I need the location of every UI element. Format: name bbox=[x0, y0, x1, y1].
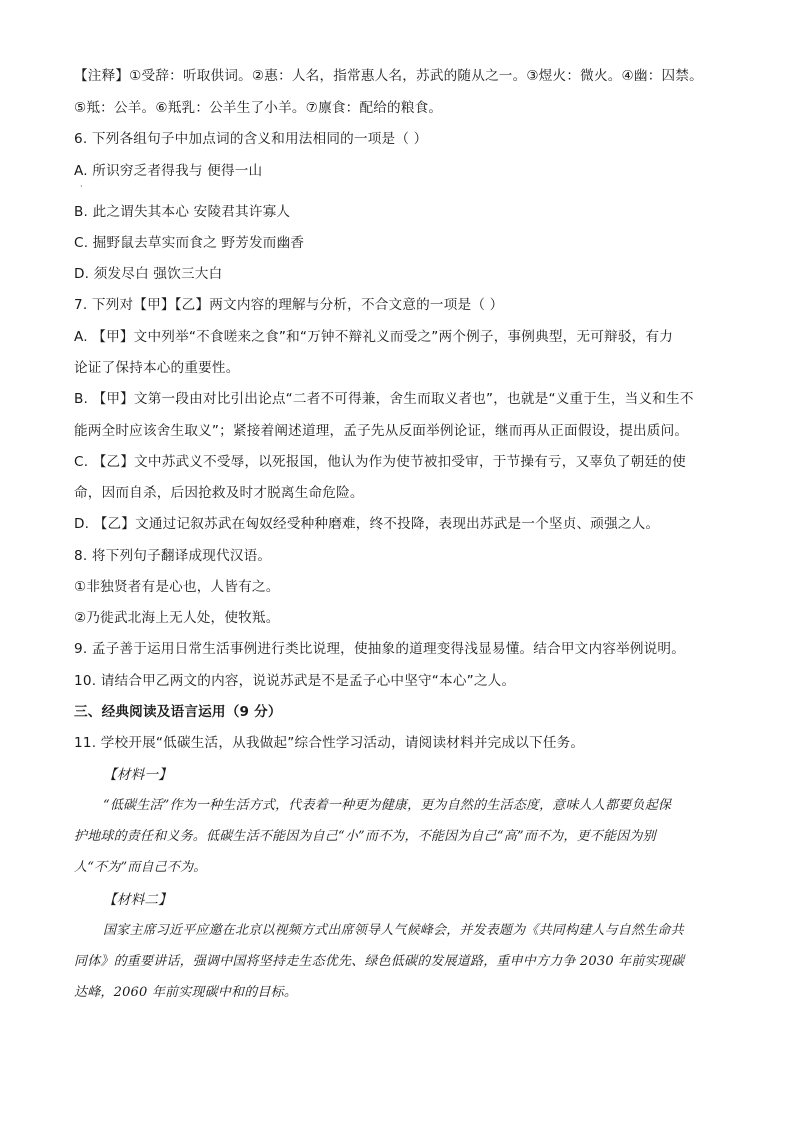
material-one-line-3: 人“不为”而自己不为。 bbox=[74, 860, 207, 875]
question-7-option-c-line-1: C. 【乙】文中苏武义不受辱，以死报国，他认为作为使节被扣受审，于节操有亏，又辜负了朝廷的使 bbox=[74, 454, 686, 470]
question-9: 9. 孟子善于运用日常生活事例进行类比说理，使抽象的道理变得浅显易懂。结合甲文内容举例说明。 bbox=[74, 641, 686, 657]
material-two-line-2: 同体》的重要讲话，强调中国将坚持走生态优先、绿色低碳的发展道路，重申中方力争 2030 年前实现碳 bbox=[74, 954, 685, 969]
material-one-heading: 【材料一】 bbox=[103, 767, 172, 783]
section-three-heading: 三、经典阅读及语言运用（9 分） bbox=[74, 704, 282, 720]
question-6-option-a: A. 所识穷乏者得我与 便得一山 bbox=[74, 163, 263, 179]
question-6-option-c: C. 掘野鼠去草实而食之 野芳发而幽香 bbox=[74, 235, 305, 251]
question-7-option-d: D. 【乙】文通过记叙苏武在匈奴经受种种磨难，终不投降，表现出苏武是一个坚贞、顽强之人。 bbox=[74, 516, 660, 532]
emphasis-dot-mark: · bbox=[80, 182, 83, 191]
question-10: 10. 请结合甲乙两文的内容，说说苏武是不是孟子心中坚守“本心”之人。 bbox=[74, 673, 516, 689]
question-8-sentence-2: ②乃徙武北海上无人处，使牧羝。 bbox=[74, 610, 280, 626]
material-two-line-3: 达峰，2060 年前实现碳中和的目标。 bbox=[74, 985, 298, 1000]
question-7-option-c-line-2: 命，因而自杀，后因抢救及时才脱离生命危险。 bbox=[74, 485, 364, 501]
question-8-sentence-1: ①非独贤者有是心也，人皆有之。 bbox=[74, 579, 280, 595]
annotation-line-1: 【注释】①受辞：听取供词。②惠：人名，指常惠人名，苏武的随从之一。③煜火：微火。④幽：囚禁。 bbox=[74, 68, 703, 84]
question-6-option-d: D. 须发尽白 强饮三大白 bbox=[74, 266, 223, 282]
question-6-option-b: B. 此之谓失其本心 安陵君其许寡人 bbox=[74, 204, 291, 220]
material-two-heading: 【材料二】 bbox=[103, 892, 172, 908]
question-7-stem: 7. 下列对【甲】【乙】两文内容的理解与分析，不合文意的一项是（ ） bbox=[74, 297, 504, 313]
question-7-option-b-line-1: B. 【甲】文第一段由对比引出论点“二者不可得兼，舍生而取义者也”，也就是“义重于生，当义和生不 bbox=[74, 391, 694, 407]
question-7-option-b-line-2: 能两全时应该舍生取义”；紧接着阐述道理，孟子先从反面举例论证，继而再从正面假设，提出质问。 bbox=[74, 423, 689, 439]
material-two-line-1: 国家主席习近平应邀在北京以视频方式出席领导人气候峰会，并发表题为《共同构建人与自然生命共 bbox=[103, 923, 684, 938]
question-7-option-a-line-2: 论证了保持本心的重要性。 bbox=[74, 360, 240, 376]
material-one-line-1: “低碳生活”作为一种生活方式，代表着一种更为健康，更为自然的生活态度，意味人人都要负起保 bbox=[103, 798, 672, 813]
question-11-stem: 11. 学校开展“低碳生活，从我做起”综合性学习活动，请阅读材料并完成以下任务。 bbox=[74, 735, 585, 751]
annotation-line-2: ⑤羝：公羊。⑥羝乳：公羊生了小羊。⑦廪食：配给的粮食。 bbox=[74, 100, 443, 116]
question-6-stem: 6. 下列各组句子中加点词的含义和用法相同的一项是（ ） bbox=[74, 131, 428, 147]
material-one-line-2: 护地球的责任和义务。低碳生活不能因为自己“小”而不为，不能因为自己“高”而不为，更不能因为别 bbox=[74, 829, 656, 844]
question-7-option-a-line-1: A. 【甲】文中列举“不食嗟来之食”和“万钟不辩礼义而受之”两个例子，事例典型，无可辩驳，有力 bbox=[74, 329, 674, 345]
question-8-stem: 8. 将下列句子翻译成现代汉语。 bbox=[74, 548, 272, 564]
